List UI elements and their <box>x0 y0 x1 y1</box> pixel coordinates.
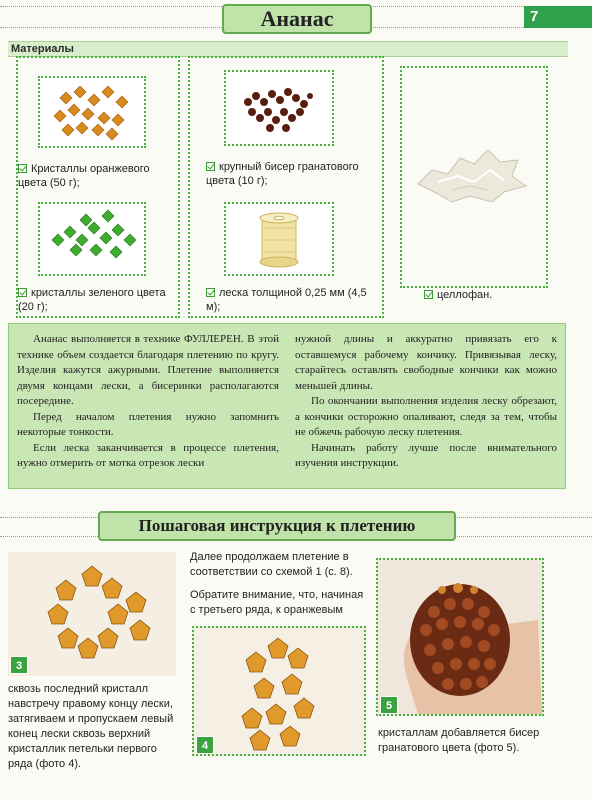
intro-paragraph: нужной длины и аккуратно привязать его к оставшемуся рабочему кончику. Привязывая леску, старайтесь оставлять свободные кончики как можно меньшей длины. <box>295 333 557 392</box>
material-text-garnet: крупный бисер гранатового цвета (10 г); <box>206 161 359 187</box>
cellophane-image <box>408 140 538 210</box>
step5-photo <box>376 558 544 716</box>
orange-crystal-ring-image <box>8 552 176 676</box>
step5-caption: кристаллам добавляется бисер гранатового цвета (фото 5). <box>378 727 540 754</box>
fishing-line-image <box>224 202 334 276</box>
green-crystals-icon <box>40 204 144 274</box>
material-item-green <box>18 286 178 314</box>
intro-paragraph: Начинать работу лучше после внимательного изучения инструкции. <box>295 441 557 469</box>
section-title: Пошаговая инструкция к плетению <box>98 511 456 541</box>
orange-crystals-image <box>38 76 146 148</box>
intro-paragraph: Если леска заканчивается в процессе плетения, нужно отмерить от мотка отрезок лески <box>17 441 279 469</box>
step5-number: 5 <box>380 696 398 714</box>
garnet-beads-image <box>224 70 334 146</box>
material-item-cellophane <box>424 288 544 302</box>
checkbox-icon <box>18 164 27 173</box>
intro-paragraph: Ананас выполняется в технике ФУЛЛЕРЕН. В этой технике объем создается благодаря плетению по кругу. Изделия кажутся ажурными. Плетение выполняется двумя концами лески, а бисеринки располагаются посередине. <box>17 333 279 407</box>
cellophane-icon <box>408 140 538 210</box>
material-text-cellophane: целлофан. <box>437 289 493 301</box>
checkbox-icon <box>206 288 215 297</box>
materials-label: Материалы <box>8 41 568 57</box>
orange-crystals-icon <box>40 78 144 146</box>
step4-number: 4 <box>196 736 214 754</box>
intro-paragraph: Перед началом плетения нужно запомнить некоторые тонкости. <box>17 410 279 438</box>
garnet-beads-icon <box>226 72 332 144</box>
step3-caption: сквозь последний кристалл навстречу правому концу лески, затягиваем и пропускаем левый конец лески сквозь верхний кристаллик петельки первого ряда (фото 4). <box>8 683 174 770</box>
step3-number: 3 <box>10 656 28 674</box>
step4-note: Обратите внимание, что, начиная с третьего ряда, к оранжевым <box>190 589 364 616</box>
orange-crystal-figure-eight-image <box>194 628 364 754</box>
green-crystals-image <box>38 202 146 276</box>
intro-column-left <box>17 332 279 472</box>
intro-column-right <box>295 332 557 472</box>
fishing-line-spool-icon <box>226 204 332 274</box>
pineapple-in-progress-image <box>378 560 542 714</box>
material-text-orange: Кристаллы оранжевого цвета (50 г); <box>18 163 150 189</box>
step3-photo <box>8 552 176 676</box>
material-item-line <box>206 286 376 314</box>
material-item-orange <box>18 162 178 190</box>
checkbox-icon <box>424 290 433 299</box>
step4-photo <box>192 626 366 756</box>
material-item-garnet <box>206 160 366 188</box>
checkbox-icon <box>206 162 215 171</box>
intro-text-panel <box>8 323 566 489</box>
material-text-green: кристаллы зеленого цвета (20 г); <box>18 287 166 313</box>
page-title: Ананас <box>222 4 372 34</box>
material-text-line: леска толщиной 0,25 мм (4,5 м); <box>206 287 367 313</box>
intro-paragraph: По окончании выполнения изделия леску обрезают, а кончики осторожно опаливают, следя за тем, чтобы не обжечь рабочую леску плетения. <box>295 395 557 438</box>
page-number: 7 <box>524 6 592 28</box>
checkbox-icon <box>18 288 27 297</box>
step4-intro: Далее продолжаем плетение в соответствии со схемой 1 (с. 8). <box>190 551 353 578</box>
